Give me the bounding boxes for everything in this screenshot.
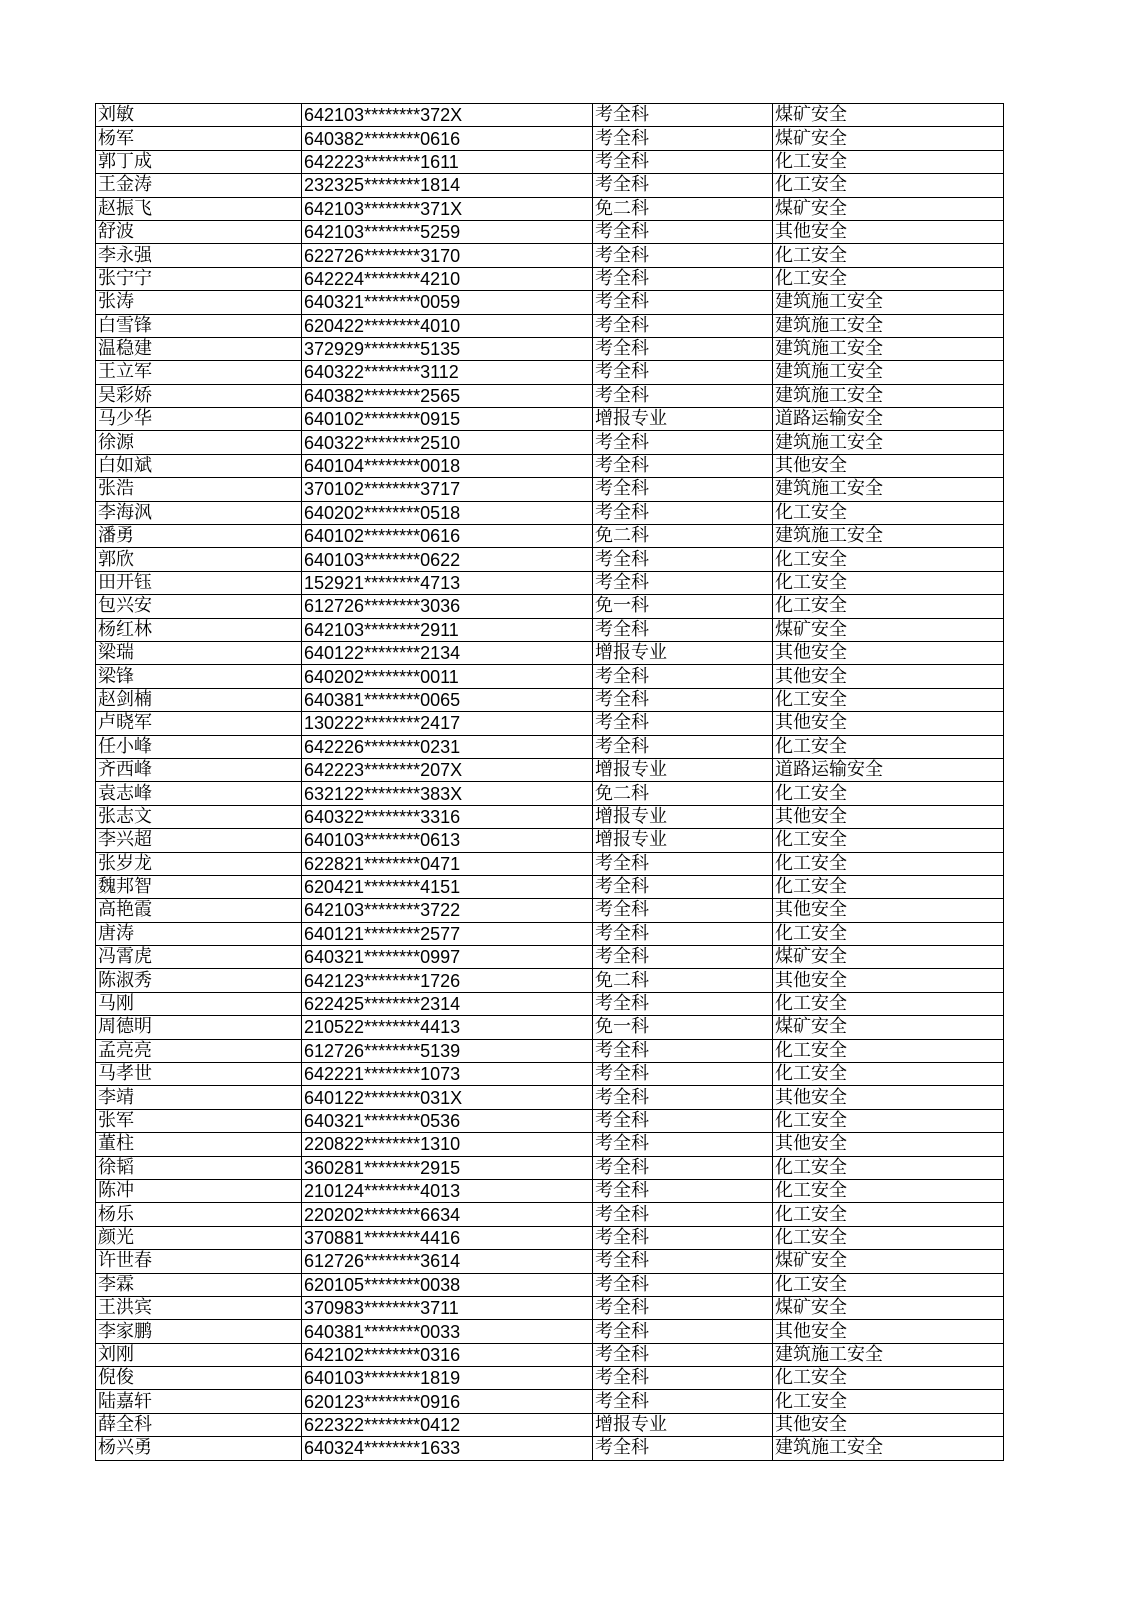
- name-cell: 白雪锋: [96, 314, 302, 337]
- id-number-cell: 642103********5259: [302, 220, 593, 243]
- table-row: [96, 337, 1004, 360]
- table-row: [96, 1226, 1004, 1249]
- exam-type-cell: 考全科: [593, 1296, 773, 1319]
- table-row: [96, 314, 1004, 337]
- category-cell: 化工安全: [773, 852, 1004, 875]
- exam-type-cell: 考全科: [593, 852, 773, 875]
- exam-type-cell: 考全科: [593, 431, 773, 454]
- table-row: [96, 1133, 1004, 1156]
- id-number-cell: 642123********1726: [302, 969, 593, 992]
- name-cell: 刘敏: [96, 104, 302, 127]
- category-cell: 道路运输安全: [773, 758, 1004, 781]
- exam-type-cell: 考全科: [593, 454, 773, 477]
- category-cell: 化工安全: [773, 922, 1004, 945]
- name-cell: 薛全科: [96, 1413, 302, 1436]
- exam-type-cell: 考全科: [593, 1156, 773, 1179]
- name-cell: 任小峰: [96, 735, 302, 758]
- name-cell: 郭欣: [96, 548, 302, 571]
- name-cell: 温稳建: [96, 337, 302, 360]
- id-number-cell: 640322********3112: [302, 361, 593, 384]
- table-row: [96, 829, 1004, 852]
- exam-type-cell: 考全科: [593, 1039, 773, 1062]
- category-cell: 其他安全: [773, 1086, 1004, 1109]
- name-cell: 张浩: [96, 478, 302, 501]
- id-number-cell: 152921********4713: [302, 571, 593, 594]
- id-number-cell: 640382********2565: [302, 384, 593, 407]
- exam-type-cell: 考全科: [593, 992, 773, 1015]
- table-row: [96, 1016, 1004, 1039]
- table-row: [96, 641, 1004, 664]
- name-cell: 赵剑楠: [96, 688, 302, 711]
- name-cell: 陆嘉轩: [96, 1390, 302, 1413]
- table-row: [96, 688, 1004, 711]
- exam-type-cell: 免二科: [593, 782, 773, 805]
- id-number-cell: 640103********1819: [302, 1367, 593, 1390]
- exam-type-cell: 考全科: [593, 127, 773, 150]
- id-number-cell: 642223********1611: [302, 150, 593, 173]
- id-number-cell: 640202********0518: [302, 501, 593, 524]
- name-cell: 许世春: [96, 1250, 302, 1273]
- table-row: [96, 805, 1004, 828]
- table-row: [96, 665, 1004, 688]
- table-row: [96, 384, 1004, 407]
- name-cell: 李永强: [96, 244, 302, 267]
- name-cell: 王洪宾: [96, 1296, 302, 1319]
- category-cell: 化工安全: [773, 735, 1004, 758]
- name-cell: 袁志峰: [96, 782, 302, 805]
- name-cell: 魏邦智: [96, 875, 302, 898]
- table-row: [96, 1179, 1004, 1202]
- name-cell: 包兴安: [96, 595, 302, 618]
- table-row: [96, 220, 1004, 243]
- exam-type-cell: 免一科: [593, 595, 773, 618]
- exam-type-cell: 考全科: [593, 220, 773, 243]
- category-cell: 煤矿安全: [773, 1296, 1004, 1319]
- exam-type-cell: 考全科: [593, 1273, 773, 1296]
- id-number-cell: 640322********2510: [302, 431, 593, 454]
- name-cell: 齐西峰: [96, 758, 302, 781]
- exam-type-cell: 考全科: [593, 1367, 773, 1390]
- name-cell: 冯霄虎: [96, 946, 302, 969]
- name-cell: 卢晓军: [96, 712, 302, 735]
- table-row: [96, 1109, 1004, 1132]
- id-number-cell: 612726********3614: [302, 1250, 593, 1273]
- id-number-cell: 642103********3722: [302, 899, 593, 922]
- category-cell: 建筑施工安全: [773, 384, 1004, 407]
- table-row: [96, 267, 1004, 290]
- id-number-cell: 642102********0316: [302, 1343, 593, 1366]
- id-number-cell: 640122********2134: [302, 641, 593, 664]
- exam-type-cell: 考全科: [593, 267, 773, 290]
- category-cell: 化工安全: [773, 1390, 1004, 1413]
- table-row: [96, 501, 1004, 524]
- exam-type-cell: 考全科: [593, 899, 773, 922]
- exam-type-cell: 考全科: [593, 361, 773, 384]
- table-row: [96, 1320, 1004, 1343]
- category-cell: 建筑施工安全: [773, 314, 1004, 337]
- table-row: [96, 291, 1004, 314]
- id-number-cell: 640321********0059: [302, 291, 593, 314]
- category-cell: 其他安全: [773, 1413, 1004, 1436]
- category-cell: 煤矿安全: [773, 127, 1004, 150]
- roster-table: [95, 103, 1004, 1461]
- name-cell: 颜光: [96, 1226, 302, 1249]
- category-cell: 化工安全: [773, 688, 1004, 711]
- name-cell: 徐源: [96, 431, 302, 454]
- name-cell: 杨乐: [96, 1203, 302, 1226]
- category-cell: 化工安全: [773, 782, 1004, 805]
- id-number-cell: 210522********4413: [302, 1016, 593, 1039]
- category-cell: 其他安全: [773, 641, 1004, 664]
- id-number-cell: 622821********0471: [302, 852, 593, 875]
- id-number-cell: 640103********0613: [302, 829, 593, 852]
- name-cell: 潘勇: [96, 525, 302, 548]
- table-row: [96, 618, 1004, 641]
- table-row: [96, 548, 1004, 571]
- table-row: [96, 1437, 1004, 1460]
- exam-type-cell: 增报专业: [593, 805, 773, 828]
- name-cell: 王金涛: [96, 174, 302, 197]
- table-row: [96, 174, 1004, 197]
- table-row: [96, 969, 1004, 992]
- table-row: [96, 1039, 1004, 1062]
- name-cell: 马孝世: [96, 1063, 302, 1086]
- category-cell: 其他安全: [773, 712, 1004, 735]
- exam-type-cell: 考全科: [593, 618, 773, 641]
- exam-type-cell: 考全科: [593, 1063, 773, 1086]
- id-number-cell: 220202********6634: [302, 1203, 593, 1226]
- exam-type-cell: 免一科: [593, 1016, 773, 1039]
- name-cell: 孟亮亮: [96, 1039, 302, 1062]
- category-cell: 化工安全: [773, 1063, 1004, 1086]
- roster-table-body: [96, 104, 1004, 1461]
- exam-type-cell: 增报专业: [593, 758, 773, 781]
- name-cell: 舒波: [96, 220, 302, 243]
- name-cell: 张涛: [96, 291, 302, 314]
- exam-type-cell: 考全科: [593, 1203, 773, 1226]
- category-cell: 化工安全: [773, 571, 1004, 594]
- id-number-cell: 642226********0231: [302, 735, 593, 758]
- name-cell: 杨兴勇: [96, 1437, 302, 1460]
- name-cell: 田开钰: [96, 571, 302, 594]
- id-number-cell: 640322********3316: [302, 805, 593, 828]
- id-number-cell: 370983********3711: [302, 1296, 593, 1319]
- id-number-cell: 620422********4010: [302, 314, 593, 337]
- name-cell: 吴彩娇: [96, 384, 302, 407]
- exam-type-cell: 考全科: [593, 384, 773, 407]
- category-cell: 煤矿安全: [773, 946, 1004, 969]
- exam-type-cell: 考全科: [593, 735, 773, 758]
- exam-type-cell: 考全科: [593, 548, 773, 571]
- category-cell: 建筑施工安全: [773, 478, 1004, 501]
- id-number-cell: 640321********0536: [302, 1109, 593, 1132]
- table-row: [96, 1250, 1004, 1273]
- exam-type-cell: 免二科: [593, 969, 773, 992]
- table-row: [96, 758, 1004, 781]
- id-number-cell: 370102********3717: [302, 478, 593, 501]
- name-cell: 马刚: [96, 992, 302, 1015]
- name-cell: 李兴超: [96, 829, 302, 852]
- category-cell: 其他安全: [773, 805, 1004, 828]
- category-cell: 其他安全: [773, 454, 1004, 477]
- exam-type-cell: 考全科: [593, 291, 773, 314]
- category-cell: 化工安全: [773, 1109, 1004, 1132]
- name-cell: 郭丁成: [96, 150, 302, 173]
- table-row: [96, 946, 1004, 969]
- table-row: [96, 1156, 1004, 1179]
- exam-type-cell: 考全科: [593, 1226, 773, 1249]
- table-row: [96, 1086, 1004, 1109]
- id-number-cell: 622322********0412: [302, 1413, 593, 1436]
- id-number-cell: 232325********1814: [302, 174, 593, 197]
- category-cell: 建筑施工安全: [773, 1343, 1004, 1366]
- id-number-cell: 632122********383X: [302, 782, 593, 805]
- category-cell: 煤矿安全: [773, 1016, 1004, 1039]
- table-row: [96, 197, 1004, 220]
- category-cell: 建筑施工安全: [773, 1437, 1004, 1460]
- id-number-cell: 640103********0622: [302, 548, 593, 571]
- id-number-cell: 612726********3036: [302, 595, 593, 618]
- id-number-cell: 640122********031X: [302, 1086, 593, 1109]
- table-row: [96, 595, 1004, 618]
- table-row: [96, 431, 1004, 454]
- table-row: [96, 571, 1004, 594]
- category-cell: 建筑施工安全: [773, 431, 1004, 454]
- id-number-cell: 622726********3170: [302, 244, 593, 267]
- category-cell: 化工安全: [773, 244, 1004, 267]
- category-cell: 煤矿安全: [773, 104, 1004, 127]
- exam-type-cell: 考全科: [593, 244, 773, 267]
- name-cell: 张军: [96, 1109, 302, 1132]
- id-number-cell: 642103********2911: [302, 618, 593, 641]
- category-cell: 建筑施工安全: [773, 291, 1004, 314]
- id-number-cell: 620123********0916: [302, 1390, 593, 1413]
- category-cell: 化工安全: [773, 1367, 1004, 1390]
- id-number-cell: 640121********2577: [302, 922, 593, 945]
- exam-type-cell: 考全科: [593, 174, 773, 197]
- table-row: [96, 1390, 1004, 1413]
- category-cell: 化工安全: [773, 1226, 1004, 1249]
- table-row: [96, 150, 1004, 173]
- id-number-cell: 220822********1310: [302, 1133, 593, 1156]
- exam-type-cell: 考全科: [593, 104, 773, 127]
- name-cell: 赵振飞: [96, 197, 302, 220]
- category-cell: 化工安全: [773, 150, 1004, 173]
- name-cell: 倪俊: [96, 1367, 302, 1390]
- table-row: [96, 1343, 1004, 1366]
- category-cell: 其他安全: [773, 220, 1004, 243]
- category-cell: 建筑施工安全: [773, 525, 1004, 548]
- exam-type-cell: 考全科: [593, 1086, 773, 1109]
- name-cell: 刘刚: [96, 1343, 302, 1366]
- id-number-cell: 130222********2417: [302, 712, 593, 735]
- name-cell: 陈冲: [96, 1179, 302, 1202]
- table-row: [96, 525, 1004, 548]
- exam-type-cell: 考全科: [593, 1437, 773, 1460]
- name-cell: 李靖: [96, 1086, 302, 1109]
- id-number-cell: 640381********0033: [302, 1320, 593, 1343]
- exam-type-cell: 考全科: [593, 1250, 773, 1273]
- exam-type-cell: 考全科: [593, 946, 773, 969]
- name-cell: 马少华: [96, 408, 302, 431]
- category-cell: 化工安全: [773, 1156, 1004, 1179]
- name-cell: 周德明: [96, 1016, 302, 1039]
- id-number-cell: 620421********4151: [302, 875, 593, 898]
- category-cell: 化工安全: [773, 1179, 1004, 1202]
- exam-type-cell: 考全科: [593, 688, 773, 711]
- category-cell: 其他安全: [773, 665, 1004, 688]
- category-cell: 化工安全: [773, 595, 1004, 618]
- id-number-cell: 210124********4013: [302, 1179, 593, 1202]
- id-number-cell: 642221********1073: [302, 1063, 593, 1086]
- id-number-cell: 640381********0065: [302, 688, 593, 711]
- table-row: [96, 1273, 1004, 1296]
- table-row: [96, 992, 1004, 1015]
- table-row: [96, 104, 1004, 127]
- id-number-cell: 642103********371X: [302, 197, 593, 220]
- exam-type-cell: 考全科: [593, 1133, 773, 1156]
- exam-type-cell: 增报专业: [593, 1413, 773, 1436]
- id-number-cell: 640324********1633: [302, 1437, 593, 1460]
- id-number-cell: 642224********4210: [302, 267, 593, 290]
- id-number-cell: 620105********0038: [302, 1273, 593, 1296]
- name-cell: 白如斌: [96, 454, 302, 477]
- id-number-cell: 360281********2915: [302, 1156, 593, 1179]
- table-row: [96, 408, 1004, 431]
- category-cell: 化工安全: [773, 501, 1004, 524]
- category-cell: 煤矿安全: [773, 1250, 1004, 1273]
- name-cell: 杨军: [96, 127, 302, 150]
- id-number-cell: 640104********0018: [302, 454, 593, 477]
- table-row: [96, 712, 1004, 735]
- category-cell: 化工安全: [773, 548, 1004, 571]
- exam-type-cell: 增报专业: [593, 408, 773, 431]
- category-cell: 化工安全: [773, 829, 1004, 852]
- table-row: [96, 1203, 1004, 1226]
- category-cell: 化工安全: [773, 174, 1004, 197]
- name-cell: 梁瑞: [96, 641, 302, 664]
- table-row: [96, 1296, 1004, 1319]
- exam-type-cell: 考全科: [593, 922, 773, 945]
- table-row: [96, 922, 1004, 945]
- exam-type-cell: 考全科: [593, 571, 773, 594]
- exam-type-cell: 考全科: [593, 314, 773, 337]
- category-cell: 化工安全: [773, 1039, 1004, 1062]
- name-cell: 王立军: [96, 361, 302, 384]
- category-cell: 道路运输安全: [773, 408, 1004, 431]
- name-cell: 张宁宁: [96, 267, 302, 290]
- exam-type-cell: 考全科: [593, 337, 773, 360]
- category-cell: 化工安全: [773, 875, 1004, 898]
- id-number-cell: 640382********0616: [302, 127, 593, 150]
- table-row: [96, 782, 1004, 805]
- name-cell: 李家鹏: [96, 1320, 302, 1343]
- exam-type-cell: 免二科: [593, 197, 773, 220]
- category-cell: 建筑施工安全: [773, 361, 1004, 384]
- category-cell: 煤矿安全: [773, 618, 1004, 641]
- table-row: [96, 361, 1004, 384]
- name-cell: 陈淑秀: [96, 969, 302, 992]
- exam-type-cell: 考全科: [593, 875, 773, 898]
- table-row: [96, 478, 1004, 501]
- id-number-cell: 370881********4416: [302, 1226, 593, 1249]
- category-cell: 建筑施工安全: [773, 337, 1004, 360]
- name-cell: 徐韬: [96, 1156, 302, 1179]
- name-cell: 张岁龙: [96, 852, 302, 875]
- category-cell: 煤矿安全: [773, 197, 1004, 220]
- category-cell: 其他安全: [773, 1320, 1004, 1343]
- category-cell: 化工安全: [773, 992, 1004, 1015]
- id-number-cell: 642223********207X: [302, 758, 593, 781]
- exam-type-cell: 增报专业: [593, 829, 773, 852]
- table-row: [96, 1413, 1004, 1436]
- id-number-cell: 640102********0616: [302, 525, 593, 548]
- exam-type-cell: 考全科: [593, 1179, 773, 1202]
- exam-type-cell: 增报专业: [593, 641, 773, 664]
- id-number-cell: 622425********2314: [302, 992, 593, 1015]
- exam-type-cell: 考全科: [593, 150, 773, 173]
- table-row: [96, 1063, 1004, 1086]
- table-row: [96, 454, 1004, 477]
- category-cell: 其他安全: [773, 1133, 1004, 1156]
- name-cell: 董柱: [96, 1133, 302, 1156]
- id-number-cell: 372929********5135: [302, 337, 593, 360]
- exam-type-cell: 考全科: [593, 478, 773, 501]
- name-cell: 高艳霞: [96, 899, 302, 922]
- exam-type-cell: 考全科: [593, 501, 773, 524]
- id-number-cell: 640321********0997: [302, 946, 593, 969]
- name-cell: 杨红林: [96, 618, 302, 641]
- exam-type-cell: 免二科: [593, 525, 773, 548]
- name-cell: 张志文: [96, 805, 302, 828]
- id-number-cell: 642103********372X: [302, 104, 593, 127]
- id-number-cell: 640102********0915: [302, 408, 593, 431]
- table-row: [96, 875, 1004, 898]
- exam-type-cell: 考全科: [593, 1320, 773, 1343]
- table-row: [96, 852, 1004, 875]
- name-cell: 李霖: [96, 1273, 302, 1296]
- exam-type-cell: 考全科: [593, 665, 773, 688]
- name-cell: 梁锋: [96, 665, 302, 688]
- name-cell: 唐涛: [96, 922, 302, 945]
- category-cell: 化工安全: [773, 1203, 1004, 1226]
- exam-type-cell: 考全科: [593, 1343, 773, 1366]
- table-row: [96, 127, 1004, 150]
- category-cell: 化工安全: [773, 267, 1004, 290]
- exam-type-cell: 考全科: [593, 1390, 773, 1413]
- table-row: [96, 1367, 1004, 1390]
- exam-type-cell: 考全科: [593, 1109, 773, 1132]
- category-cell: 其他安全: [773, 899, 1004, 922]
- id-number-cell: 640202********0011: [302, 665, 593, 688]
- table-row: [96, 899, 1004, 922]
- table-row: [96, 244, 1004, 267]
- exam-type-cell: 考全科: [593, 712, 773, 735]
- category-cell: 化工安全: [773, 1273, 1004, 1296]
- category-cell: 其他安全: [773, 969, 1004, 992]
- table-row: [96, 735, 1004, 758]
- name-cell: 李海沨: [96, 501, 302, 524]
- id-number-cell: 612726********5139: [302, 1039, 593, 1062]
